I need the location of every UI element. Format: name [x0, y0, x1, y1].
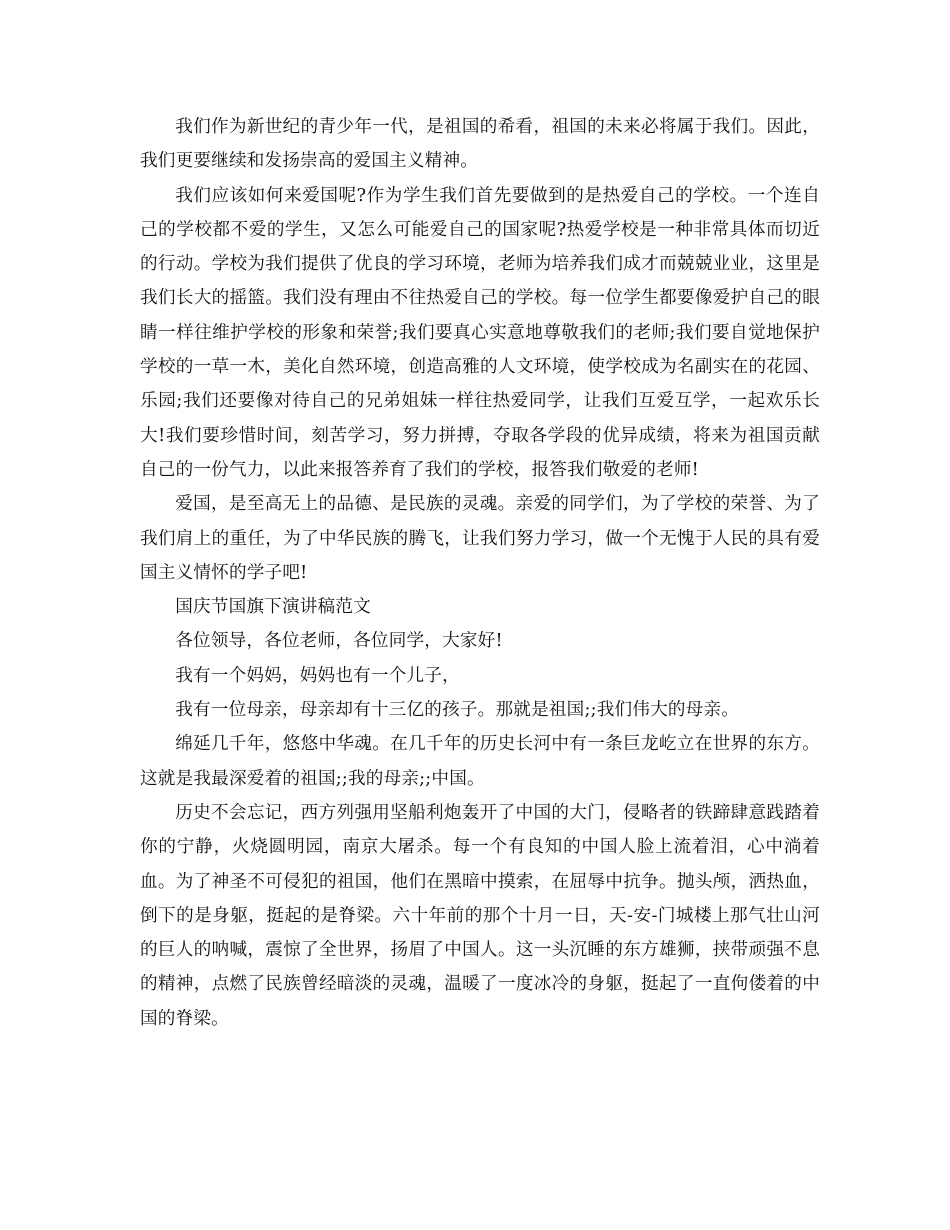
- paragraph-patriotic-youth: 我们作为新世纪的青少年一代，是祖国的希看，祖国的未来必将属于我们。因此，我们更要继续和发扬崇高的爱国主义精神。: [140, 117, 820, 172]
- document-page: [140, 110, 820, 1036]
- paragraph-love-school: 我们应该如何来爱国呢?作为学生我们首先要做到的是热爱自己的学校。一个连自己的学校都不爱的学生，又怎么可能爱自己的国家呢?热爱学校是一种非常具体而切近的行动。学校为我们提供了优良的学习环境，老师为培养我们成才而兢兢业业，这里是我们长大的摇篮。我们没有理由不往热爱自己的学校。每一位学生都要像爱护自己的眼睛一样往维护学校的形象和荣誉;我们要真心实意地尊敬我们的老师;我们要自觉地保护学校的一草一木，美化自然环境，创造高雅的人文环境，使学校成为名副实在的花园、乐园;我们还要像对待自己的兄弟姐妹一样往热爱同学，让我们互爱互学，一起欢乐长大!我们要珍惜时间，刻苦学习，努力拼搏，夺取各学段的优异成绩，将来为祖国贡献自己的一份气力，以此来报答养育了我们的学校，报答我们敬爱的老师!: [140, 185, 820, 480]
- paragraph-motherland: 我有一位母亲，母亲却有十三亿的孩子。那就是祖国;;我们伟大的母亲。: [175, 700, 740, 721]
- paragraph-patriotism-virtue: 爱国，是至高无上的品德、是民族的灵魂。亲爱的同学们，为了学校的荣誉、为了我们肩上的重任，为了中华民族的腾飞，让我们努力学习，做一个无愧于人民的具有爱国主义情怀的学子吧!: [140, 494, 820, 583]
- paragraph-history: 历史不会忘记，西方列强用坚船利炮轰开了中国的大门，侵略者的铁蹄肆意践踏着你的宁静，火烧圆明园，南京大屠杀。每一个有良知的中国人脸上流着泪，心中淌着血。为了神圣不可侵犯的祖国，他们在黑暗中摸索，在屈辱中抗争。抛头颅，洒热血，倒下的是身躯，挺起的是脊梁。六十年前的那个十月一日，天-安-门城楼上那气壮山河的巨人的呐喊，震惊了全世界，扬眉了中国人。这一头沉睡的东方雄狮，挟带顽强不息的精神，点燃了民族曾经暗淡的灵魂，温暖了一度冰冷的身躯，挺起了一直佝偻着的中国的脊梁。: [140, 802, 820, 1029]
- paragraph-china-soul: 绵延几千年，悠悠中华魂。在几千年的历史长河中有一条巨龙屹立在世界的东方。这就是我最深爱着的祖国;;我的母亲;;中国。: [140, 734, 820, 789]
- paragraph-mother: 我有一个妈妈，妈妈也有一个儿子，: [175, 665, 460, 686]
- section-title: 国庆节国旗下演讲稿范文: [175, 597, 371, 618]
- paragraph-greeting: 各位领导，各位老师，各位同学，大家好!: [175, 631, 503, 652]
